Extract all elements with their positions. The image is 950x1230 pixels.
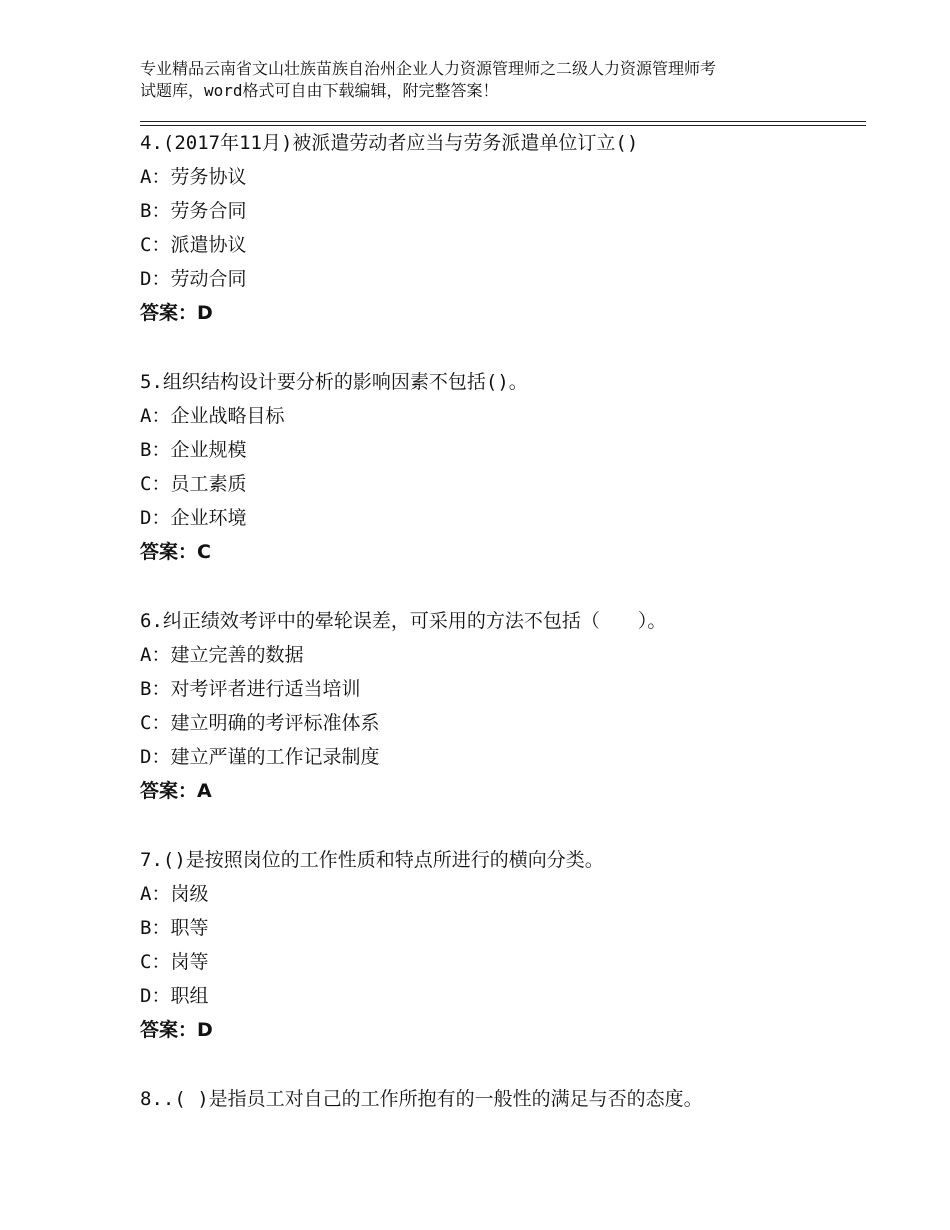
answer-line: 答案：D <box>140 302 213 324</box>
option-a: A：建立完善的数据 <box>140 644 304 666</box>
document-header <box>140 58 840 102</box>
option-c: C：派遣协议 <box>140 234 247 256</box>
option-a: A：劳务协议 <box>140 166 247 188</box>
question-stem: 4.(2017年11月)被派遣劳动者应当与劳务派遣单位订立() <box>140 132 639 154</box>
option-a: A：岗级 <box>140 883 209 905</box>
option-d: D：职组 <box>140 985 209 1007</box>
question-stem: 7.()是按照岗位的工作性质和特点所进行的横向分类。 <box>140 849 604 871</box>
option-b: B：企业规模 <box>140 439 247 461</box>
question-5 <box>140 365 870 569</box>
option-b: B：劳务合同 <box>140 200 247 222</box>
option-c: C：员工素质 <box>140 473 247 495</box>
question-4 <box>140 126 870 330</box>
answer-line: 答案：C <box>140 541 211 563</box>
option-a: A：企业战略目标 <box>140 405 285 427</box>
answer-line: 答案：D <box>140 1019 213 1041</box>
option-d: D：劳动合同 <box>140 268 247 290</box>
option-b: B：职等 <box>140 917 209 939</box>
answer-line: 答案：A <box>140 780 212 802</box>
question-7 <box>140 843 870 1047</box>
question-stem: 5.组织结构设计要分析的影响因素不包括()。 <box>140 371 528 393</box>
question-6 <box>140 604 870 808</box>
header-title-line-2: 试题库，word格式可自由下载编辑，附完整答案！ <box>140 81 499 100</box>
question-8 <box>140 1082 870 1116</box>
option-d: D：建立严谨的工作记录制度 <box>140 746 380 768</box>
question-stem: 6.纠正绩效考评中的晕轮误差，可采用的方法不包括（ ）。 <box>140 610 667 632</box>
option-c: C：建立明确的考评标准体系 <box>140 712 380 734</box>
header-title-line-1: 专业精品云南省文山壮族苗族自治州企业人力资源管理师之二级人力资源管理师考 <box>140 59 717 78</box>
option-b: B：对考评者进行适当培训 <box>140 678 361 700</box>
header-divider-top <box>140 121 866 122</box>
option-c: C：岗等 <box>140 951 209 973</box>
option-d: D：企业环境 <box>140 507 247 529</box>
question-stem: 8..( )是指员工对自己的工作所抱有的一般性的满足与否的态度。 <box>140 1088 703 1110</box>
